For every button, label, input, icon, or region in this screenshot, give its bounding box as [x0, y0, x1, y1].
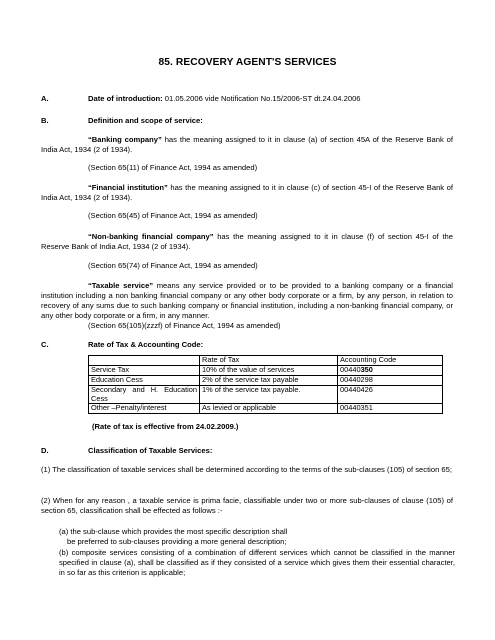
table-row [89, 365, 443, 375]
tax-name-cell: Secondary and H. Education Cess [89, 385, 200, 404]
definition-term: “Non-banking financial company” [88, 232, 214, 241]
definition-non-banking-financial-company [41, 232, 453, 252]
tax-rate-cell: 10% of the value of services [200, 365, 338, 375]
tax-rate-cell: As levied or applicable [200, 404, 338, 414]
classification-paragraph-1: (1) The classification of taxable services shall be determined according to the terms of the sub-clauses (105) of section 65; [41, 465, 452, 474]
table-header-cell: Rate of Tax [200, 356, 338, 366]
definition-term: “Banking company” [88, 135, 162, 144]
tax-name-cell: Education Cess [89, 375, 200, 385]
accounting-code-cell: 00440351 [338, 404, 443, 414]
accounting-code-suffix: 350 [360, 364, 373, 374]
definition-term: “Taxable service” [88, 281, 154, 290]
section-a-value: 01.05.2006 vide Notification No.15/2006-ST dt.24.04.2006 [162, 94, 361, 103]
tax-name-cell: Other –Penalty/interest [89, 404, 200, 414]
table-header-cell [89, 356, 200, 366]
clause-a-second-line: be preferred to sub-clauses providing a more general description; [67, 537, 287, 547]
tax-name-cell: Service Tax [89, 365, 200, 375]
definition-source-note: (Section 65(74) of Finance Act, 1994 as amended) [88, 261, 258, 270]
table-row [89, 404, 443, 414]
tax-rate-cell: 2% of the service tax payable [200, 375, 338, 385]
definition-text: has the meaning assigned to it in clause (a) of section 45A of the Reserve Bank of India Act, 1934 (2 of 1934). [41, 135, 453, 155]
tax-rate-cell: 1% of the service tax payable. [200, 385, 338, 404]
classification-paragraph-2: (2) When for any reason , a taxable service is prima facie, classifiable under two or more sub-clauses of clause (105) of section 65, classification shall be effected as follows :- [41, 496, 453, 516]
section-d-heading: Classification of Taxable Services: [88, 446, 213, 455]
definition-source-note: (Section 65(105)(zzzf) of Finance Act, 1994 as amended) [88, 321, 281, 330]
accounting-code-cell: 00440298 [338, 375, 443, 385]
definition-text: has the meaning assigned to it in clause (f) of section 45-I of the Reserve Bank of India Act, 1934 (2 of 1934). [41, 232, 453, 252]
definition-term: “Financial institution” [88, 183, 168, 192]
rate-effective-note: (Rate of tax is effective from 24.02.2009.) [92, 422, 239, 431]
section-a-letter: A. [41, 94, 49, 103]
definition-source-note: (Section 65(11) of Finance Act, 1994 as amended) [88, 163, 258, 172]
definition-text: means any service provided or to be provided to a banking company or a financial institution including a non banking financial company or any other body corporate or a firm, by any person, in relation to recovery of any sums due to such banking company or financial institution, including a non-banking financial company, or any other body corporate or a firm, in any manner. [41, 281, 453, 321]
definition-banking-company [41, 135, 453, 155]
section-d-letter: D. [41, 446, 49, 455]
accounting-code-cell: 00440426 [338, 385, 443, 404]
table-header-cell: Accounting Code [338, 356, 443, 366]
table-row [89, 375, 443, 385]
definition-text: has the meaning assigned to it in clause (c) of section 45-I of the Reserve Bank of India Act, 1934 (2 of 1934). [41, 183, 454, 203]
definition-taxable-service [41, 281, 453, 321]
definition-financial-institution [41, 183, 453, 203]
tax-rate-table [88, 355, 443, 414]
accounting-code-cell [338, 365, 443, 375]
section-c-heading: Rate of Tax & Accounting Code: [88, 340, 204, 349]
table-header-row [89, 356, 443, 366]
accounting-code-prefix: 00440 [340, 364, 361, 374]
page-title: 85. RECOVERY AGENT'S SERVICES [158, 57, 337, 68]
classification-clause-a [59, 527, 455, 547]
clause-a-first-line: (a) the sub-clause which provides the most specific description shall [59, 527, 288, 536]
table-row [89, 385, 443, 404]
section-a-label: Date of introduction: [88, 94, 163, 103]
section-b-heading: Definition and scope of service: [88, 116, 203, 125]
section-a-line [88, 94, 361, 104]
section-c-letter: C. [41, 340, 49, 349]
classification-clause-b: (b) composite services consisting of a combination of different services which cannot be classified in the manner specified in clause (a), shall be classified as if they consisted of a service which gives them their essential character, in so far as this criterion is applicable; [59, 548, 455, 578]
section-b-letter: B. [41, 116, 49, 125]
definition-source-note: (Section 65(45) of Finance Act, 1994 as amended) [88, 211, 258, 220]
